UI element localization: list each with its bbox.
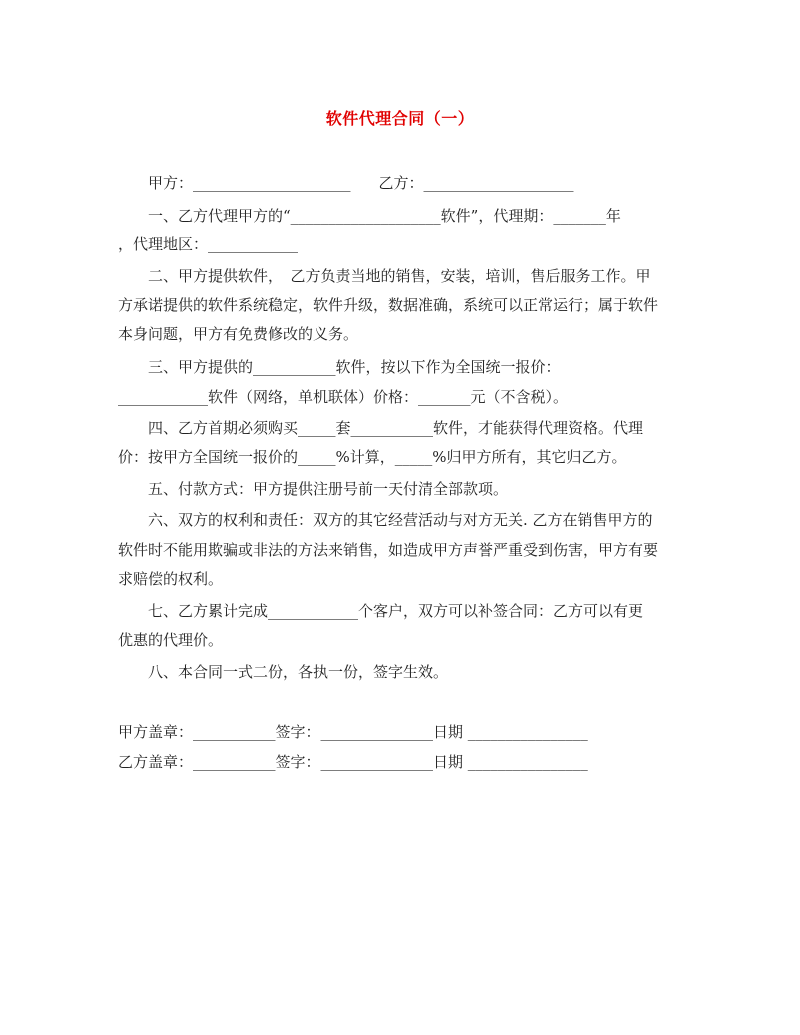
clause-2-line-2: 方承诺提供的软件系统稳定，软件升级，数据准确，系统可以正常运行；属于软件 (118, 296, 659, 314)
clause-1-line-2: ，代理地区：____________ (118, 235, 299, 253)
parties-line (148, 173, 728, 193)
clause-7-line-1: 七、乙方累计完成____________个客户，双方可以补签合同：乙方可以有更 (148, 602, 644, 620)
clause-3-line-2: ____________软件（网络，单机联体）价格：_______元（不含税）。 (118, 388, 569, 406)
clause-2-line-1: 二、甲方提供软件， 乙方负责当地的销售，安装，培训，售后服务工作。甲 (148, 267, 651, 285)
clause-6-line-2: 软件时不能用欺骗或非法的方法来销售，如造成甲方声誉严重受到伤害，甲方有要 (118, 541, 659, 559)
clause-3-line-1: 三、甲方提供的___________软件，按以下作为全国统一报价： (148, 358, 561, 376)
document-title: 软件代理合同（一） (325, 109, 475, 128)
clause-8-line-1: 八、本合同一式二份，各执一份，签字生效。 (148, 663, 449, 681)
clause-5-line-1: 五、付款方式：甲方提供注册号前一天付清全部款项。 (148, 480, 509, 498)
clause-6-line-1: 六、双方的权利和责任：双方的其它经营活动与对方无关. 乙方在销售甲方的 (148, 511, 653, 529)
signature-line-party-b: 乙方盖章：___________签字：_______________日期 ________________ (118, 753, 588, 771)
clause-6-line-3: 求赔偿的权利。 (118, 570, 224, 588)
clause-1-line-1: 一、乙方代理甲方的“____________________软件”，代理期：_______年 (148, 207, 621, 225)
signature-line-party-a: 甲方盖章：___________签字：_______________日期 ________________ (118, 723, 588, 741)
clause-7-line-2: 优惠的代理价。 (118, 631, 224, 649)
clause-2-line-3: 本身问题，甲方有免费修改的义务。 (118, 325, 359, 343)
party-b-field: 乙方：____________________ (378, 174, 574, 192)
clause-4-line-2: 价：按甲方全国统一报价的_____%计算，_____%归甲方所有，其它归乙方。 (118, 448, 627, 466)
party-a-field: 甲方：_____________________ (148, 174, 351, 192)
clause-4-line-1: 四、乙方首期必须购买_____套___________软件，才能获得代理资格。代理 (148, 419, 644, 437)
